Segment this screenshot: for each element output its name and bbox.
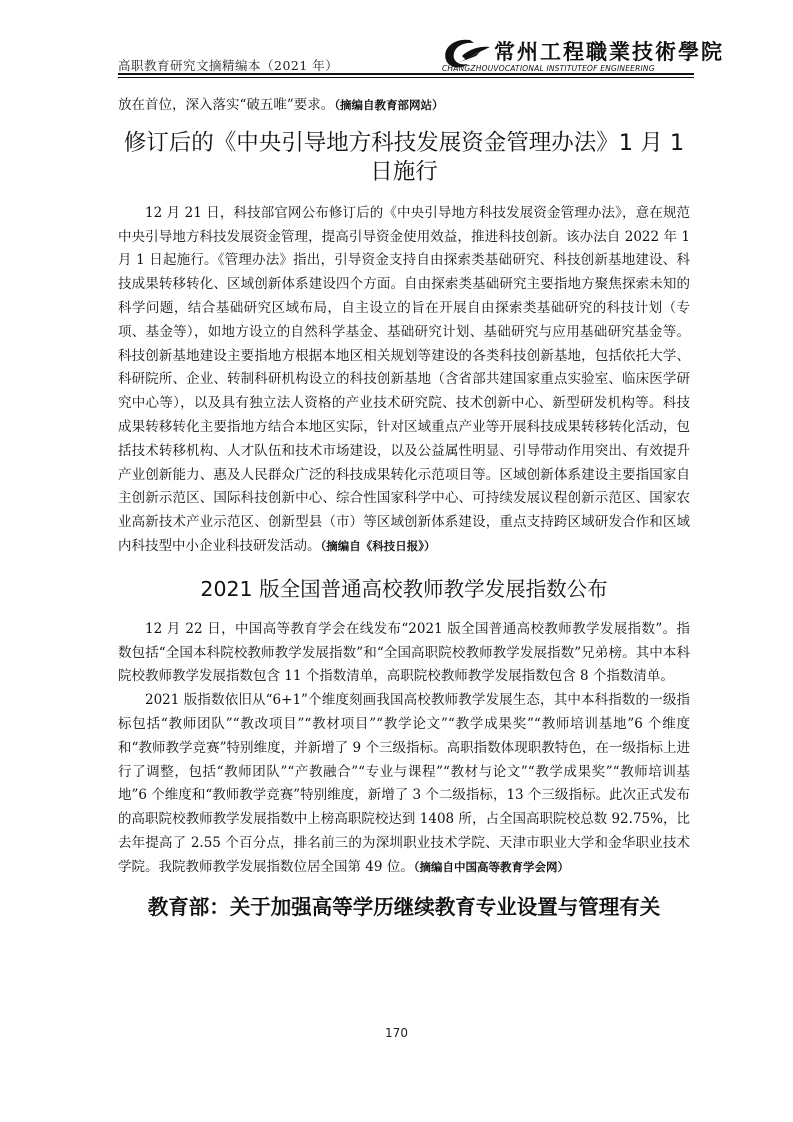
article1-source: （摘编自《科技日报》） bbox=[320, 538, 436, 553]
header-divider-thick bbox=[118, 73, 694, 75]
intro-paragraph bbox=[118, 94, 690, 118]
article1-body bbox=[118, 202, 690, 559]
article1-text: 12 月 21 日，科技部官网公布修订后的《中央引导地方科技发展资金管理办法》，意在规范中央引导地方科技发展资金管理，提高引导资金使用效益，推进科技创新。该办法自 2022 年 1 月 1 日起施行。《管理办法》指出，引导资金支持自由探索类基础研究、科技创新基地建设、科技成果转移转化、区域创新体系建设四个方面。自由探索类基础研究主要指地方聚焦探索未知的科学问题，结合基础研究区域布局，自主设立的旨在开展自由探索类基础研究的科技计划（专项、基金等），如地方设立的自然科学基金、基础研究计划、基础研究与应用基础研究基金等。科技创新基地建设主要指地方根据本地区相关规划等建设的各类科技创新基地，包括依托大学、科研院所、企业、转制科研机构设立的科技创新基地（含省部共建国家重点实验室、临床医学研究中心等），以及具有独立法人资格的产业技术研究院、技术创新中心、新型研发机构等。科技成果转移转化主要指地方结合本地区实际，针对区域重点产业等开展科技成果转移转化活动，包括技术转移机构、人才队伍和技术市场建设，以及公益属性明显、引导带动作用突出、有效提升产业创新能力、惠及人民群众广泛的科技成果转化示范项目等。区域创新体系建设主要指国家自主创新示范区、国际科技创新中心、综合性国家科学中心、可持续发展议程创新示范区、国家农业高新技术产业示范区、创新型县（市）等区域创新体系建设，重点支持跨区域研发合作和区域内科技型中小企业科技研发活动。 bbox=[118, 204, 690, 554]
article2-title: 2021 版全国普通高校教师教学发展指数公布 bbox=[200, 576, 608, 601]
intro-text: 放在首位，深入落实“破五唯”要求。 bbox=[118, 97, 335, 113]
intro-source: （摘编自教育部网站） bbox=[334, 98, 444, 112]
page-number: 170 bbox=[385, 1026, 408, 1040]
header-divider-thin bbox=[118, 77, 694, 78]
article2-para1: 12 月 22 日，中国高等教育学会在线发布“2021 版全国普通高校教师教学发展指数”。指数包括“全国本科院校教师教学发展指数”和“全国高职院校教师教学发展指数”兄弟榜。其中本科院校教师教学发展指数包含 11 个指数清单，高职院校教师教学发展指数包含 8 个指数清单。 bbox=[118, 620, 690, 685]
school-logo bbox=[440, 34, 724, 76]
page-body bbox=[118, 94, 690, 921]
page-header-left-title: 高职教育研究文摘精编本（2021 年） bbox=[118, 58, 339, 73]
article2-para2 bbox=[118, 689, 690, 879]
article3-title: 教育部：关于加强高等学历继续教育专业设置与管理有关 bbox=[147, 894, 661, 919]
article1-title: 修订后的《中央引导地方科技发展资金管理办法》1 月 1 日施行 bbox=[123, 129, 685, 185]
article2-source: （摘编自中国高等教育学会网） bbox=[413, 859, 570, 874]
article2-para2-text: 2021 版指数依旧从“6+1”个维度刻画我国高校教师教学发展生态，其中本科指数的一级指标包括“教师团队”“教改项目”“教材项目”“教学论文”“教学成果奖”“教师培训基地”6 个维度和“教师教学竞赛”特别维度，并新增了 9 个三级指标。高职指数体现职教特色，在一级指标上进行了调整，包括“教师团队”“产教融合”“专业与课程”“教材与论文”“教学成果奖”“教师培训基地”6 个维度和“教师教学竞赛”特别维度，新增了 3 个二级指标，13 个三级指标。此次正式发布的高职院校教师教学发展指数中上榜高职院校达到 1408 所，占全国高职院校总数 92.75%，比去年提高了 2.55 个百分点，排名前三的为深圳职业技术学院、天津市职业大学和金华职业技术学院。我院教师教学发展指数位居全国第 49 位。 bbox=[118, 692, 690, 875]
school-name-en: CHANGZHOUVOCATIONAL INSTITUTEOF ENGINEERING bbox=[442, 64, 655, 73]
school-name-cn: 常州工程職業技術學院 bbox=[494, 39, 724, 64]
